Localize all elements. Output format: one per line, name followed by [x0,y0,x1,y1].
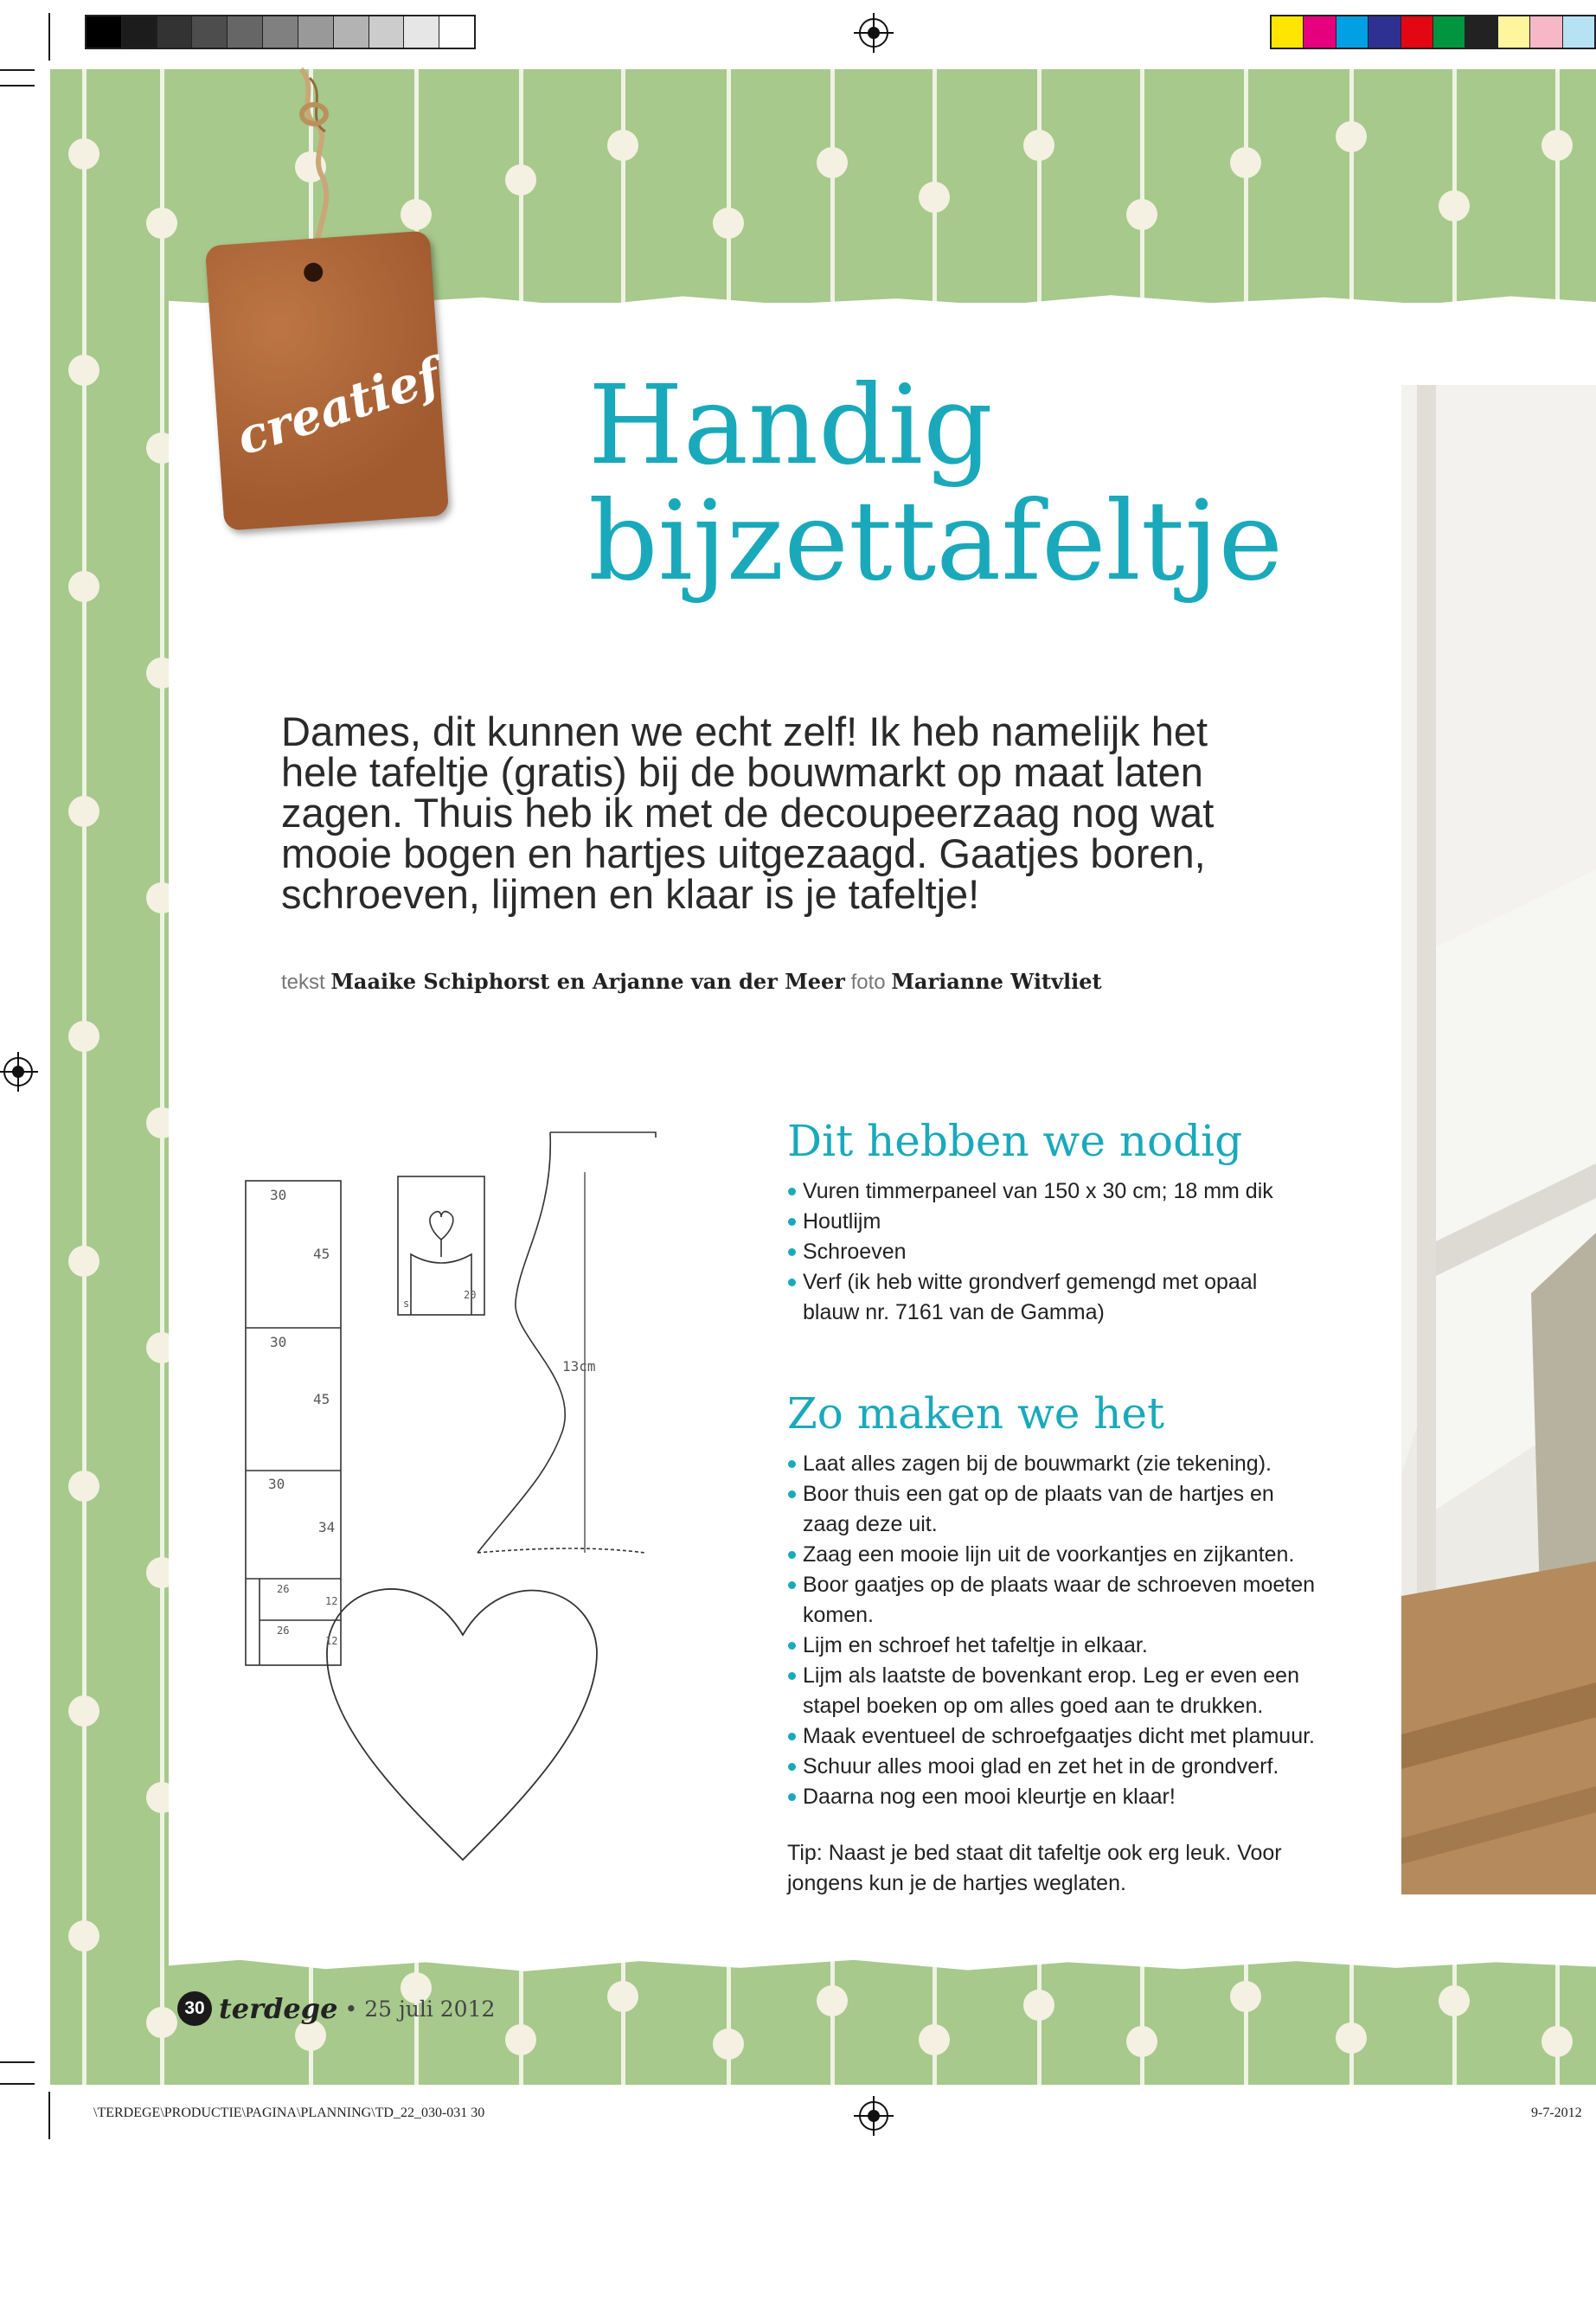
list-item-continuation: zaag deze uit. [803,1512,938,1536]
article-title [588,362,1284,605]
list-item: Maak eventueel de schroefgaatjes dicht met plamuur. [787,1721,1358,1752]
dimension-label: 20 [464,1289,477,1301]
print-slug-path: \TERDEGE\PRODUCTIE\PAGINA\PLANNING\TD_22_030-031 30 [93,2106,485,2120]
dimension-label: 34 [318,1519,336,1535]
cutting-pattern-drawing [234,1120,683,1933]
dimension-label: 30 [270,1187,287,1203]
credit-photo-name: Marianne Witvliet [891,969,1102,994]
category-label: creatief [229,347,447,467]
dimension-label: s [403,1298,410,1310]
registration-mark-icon [859,2101,888,2131]
color-calibration-bar [1270,15,1596,49]
crop-mark [0,69,35,71]
intro-line: Dames, dit kunnen we echt zelf! Ik heb namelijk het [281,708,1208,754]
intro-line: mooie bogen en hartjes uitgezaagd. Gaatjes boren, [281,830,1206,876]
crop-mark [0,85,35,87]
list-item: Lijm als laatste de bovenkant erop. Leg er even een [787,1661,1358,1691]
dimension-label: 12 [325,1635,338,1647]
issue-date: 25 juli 2012 [364,1996,496,2022]
print-slug-date: 9-7-2012 [1531,2106,1582,2120]
steps-list [787,1449,1358,1812]
dimension-label: 26 [277,1625,290,1637]
tip-paragraph [787,1838,1358,1899]
title-line: Handig [588,362,993,489]
category-tag [205,230,449,530]
tip-line: jongens kun je de hartjes weglaten. [787,1871,1126,1895]
list-item: Vuren timmerpaneel van 150 x 30 cm; 18 mm dik [787,1176,1358,1207]
credit-text-names: Maaike Schiphorst en Arjanne van der Meer [330,969,845,994]
list-item: Lijm en schroef het tafeltje in elkaar. [787,1631,1358,1661]
registration-mark-icon [3,1057,33,1086]
crop-mark [48,2092,50,2139]
crop-mark [0,2061,35,2063]
credits [281,969,1102,995]
footer-separator: • [344,1996,358,2022]
list-item: Boor gaatjes op de plaats waar de schroeven moeten [787,1570,1358,1600]
dimension-label: 30 [270,1334,287,1350]
magazine-logo: terdege [219,1992,338,2025]
list-item: Laat alles zagen bij de bouwmarkt (zie tekening). [787,1449,1358,1479]
intro-paragraph [281,708,1380,917]
crop-mark [0,2083,35,2085]
steps-heading: Zo maken we het [787,1388,1165,1439]
list-item-continuation: komen. [803,1603,874,1627]
dimension-label: 45 [313,1246,330,1262]
list-item: Schuur alles mooi glad en zet het in de grondverf. [787,1752,1358,1782]
dimension-label: 12 [325,1595,338,1607]
list-item: Houtlijm [787,1207,1358,1237]
list-item: Verf (ik heb witte grondverf gemengd met opaal [787,1267,1358,1298]
table-photo [1401,385,1596,1894]
list-item: Daarna nog een mooi kleurtje en klaar! [787,1782,1358,1812]
list-item: Boor thuis een gat op de plaats van de hartjes en [787,1479,1358,1509]
title-line: bijzettafeltje [588,478,1284,605]
page-number: 30 [177,1991,212,2026]
list-item-continuation: blauw nr. 7161 van de Gamma) [803,1300,1105,1324]
intro-line: schroeven, lijmen en klaar is je tafeltje! [281,871,980,917]
credit-text-label: tekst [281,971,325,994]
tag-hole [303,262,323,282]
credit-photo-label: foto [850,971,886,994]
list-item: Schroeven [787,1237,1358,1267]
page-footer [177,1990,495,2028]
intro-line: hele tafeltje (gratis) bij de bouwmarkt op maat laten [281,749,1203,795]
registration-mark-icon [859,18,888,48]
dimension-label: 26 [277,1583,290,1595]
materials-list [787,1176,1358,1328]
list-item: Zaag een mooie lijn uit de voorkantjes en zijkanten. [787,1540,1358,1570]
list-item-continuation: stapel boeken op om alles goed aan te drukken. [803,1694,1264,1718]
dimension-label: 30 [268,1476,285,1492]
crop-mark [48,13,50,61]
grayscale-calibration-bar [85,15,476,49]
materials-heading: Dit hebben we nodig [787,1116,1243,1166]
dimension-label: 45 [313,1391,330,1407]
dimension-label: 13cm [562,1358,596,1375]
intro-line: zagen. Thuis heb ik met de decoupeerzaag nog wat [281,790,1215,836]
tip-line: Tip: Naast je bed staat dit tafeltje ook erg leuk. Voor [787,1841,1282,1865]
